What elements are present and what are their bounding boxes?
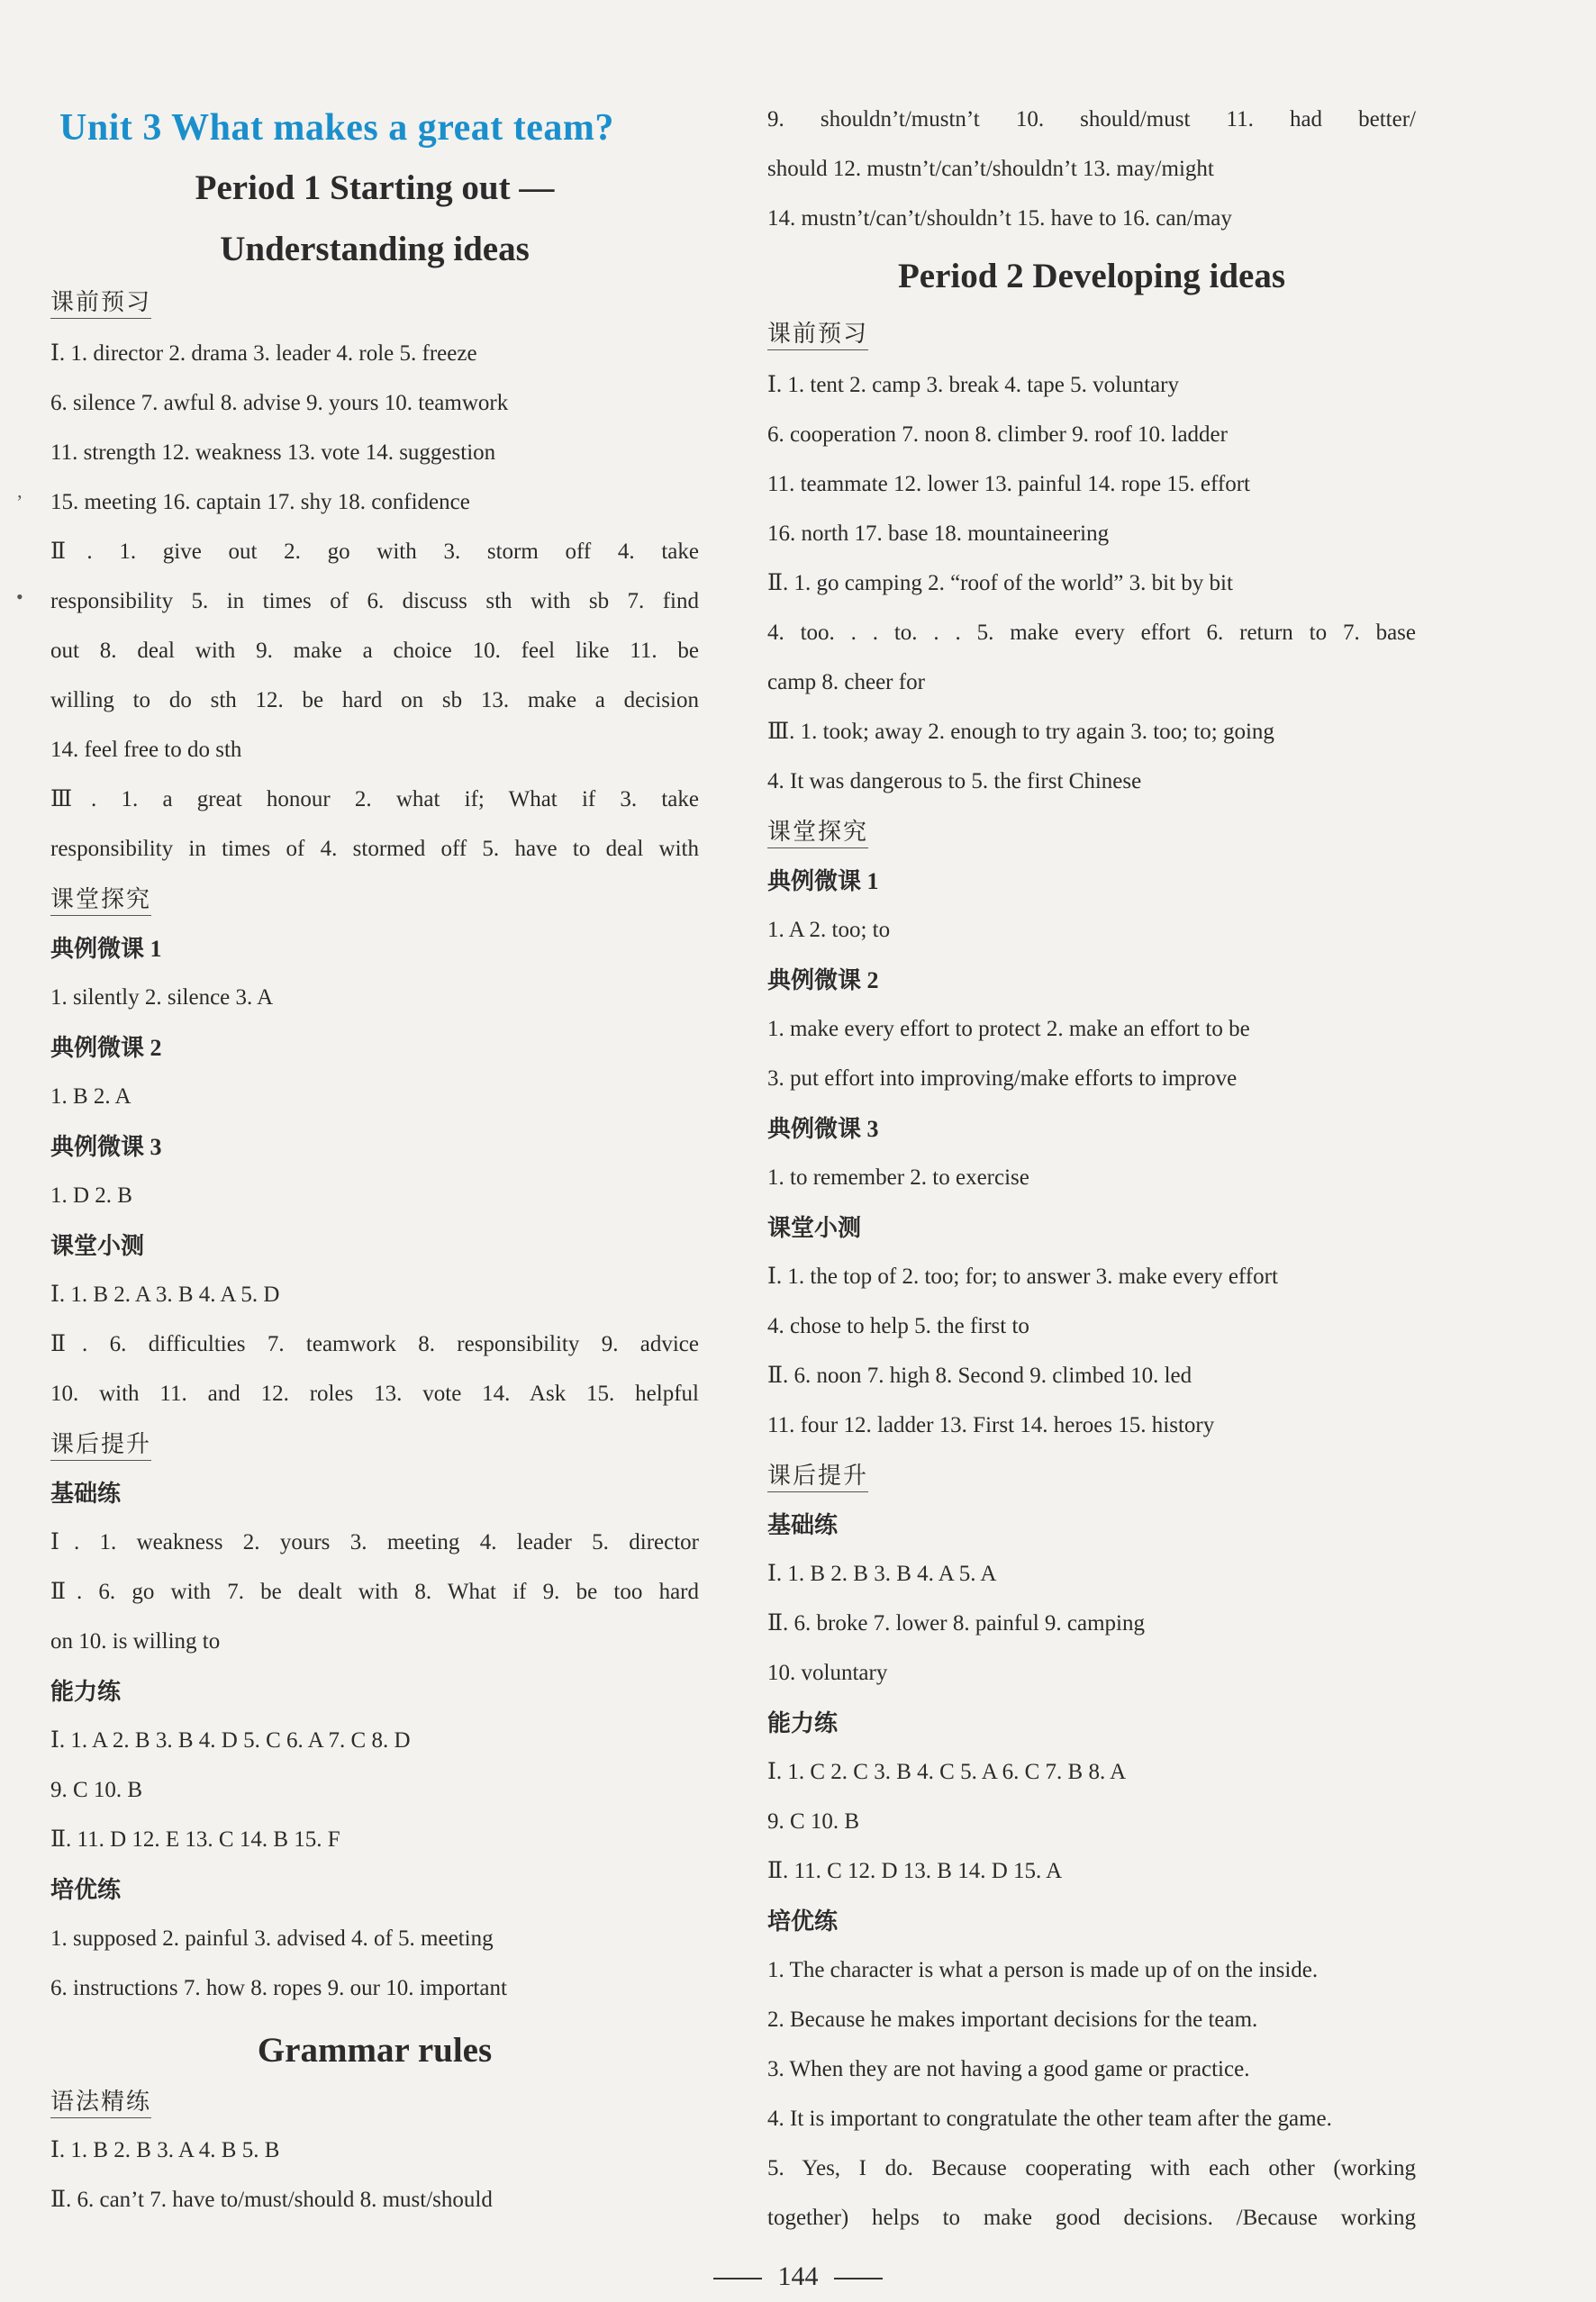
answer-line: 2. Because he makes important decisions for the team. (767, 2007, 1258, 2032)
answer-line: 6. silence 7. awful 8. advise 9. yours 10. teamwork (50, 391, 509, 415)
answer-line: Ⅰ. 1. the top of 2. too; for; to answer 3. make every effort (767, 1264, 1278, 1289)
subsection-heading: 能力练 (50, 1679, 122, 1705)
subsection-heading: 培优练 (50, 1877, 122, 1903)
answer-line: 5. Yes, I do. Because cooperating with each other (working (767, 2156, 1416, 2180)
answer-line: Ⅱ. 6. difficulties 7. teamwork 8. responsibility 9. advice (50, 1332, 699, 1356)
page-number-value: 144 (777, 2261, 819, 2291)
answer-line: Ⅲ. 1. a great honour 2. what if; What if 3. take (50, 787, 699, 811)
answer-line: Ⅱ. 6. go with 7. be dealt with 8. What if 9. be too hard (50, 1580, 699, 1604)
answer-line: 9. C 10. B (50, 1778, 143, 1802)
subsection-heading: 基础练 (767, 1512, 839, 1538)
answer-line: 11. teammate 12. lower 13. painful 14. rope 15. effort (767, 472, 1250, 496)
answer-line: 16. north 17. base 18. mountaineering (767, 521, 1110, 546)
answer-line: Ⅱ. 6. can’t 7. have to/must/should 8. must/should (50, 2188, 493, 2212)
period-1-title-line2: Understanding ideas (220, 230, 530, 268)
grammar-rules-title: Grammar rules (257, 2031, 493, 2070)
section-heading: 课后提升 (767, 1462, 868, 1492)
section-heading: 课前预习 (767, 320, 868, 350)
answer-line: 11. strength 12. weakness 13. vote 14. suggestion (50, 440, 496, 465)
answer-line: 9. shouldn’t/mustn’t 10. should/must 11. had better/ (767, 107, 1416, 131)
subsection-heading: 典例微课 2 (767, 967, 879, 993)
answer-line: Ⅱ. 6. noon 7. high 8. Second 9. climbed 10. led (767, 1364, 1192, 1388)
answer-line: 14. feel free to do sth (50, 738, 242, 762)
answer-line: 6. instructions 7. how 8. ropes 9. our 10. important (50, 1976, 507, 2000)
answer-line: 11. four 12. ladder 13. First 14. heroes 15. history (767, 1413, 1215, 1437)
answer-line: Ⅰ. 1. weakness 2. yours 3. meeting 4. leader 5. director (50, 1530, 699, 1554)
answer-line: Ⅱ. 6. broke 7. lower 8. painful 9. camping (767, 1611, 1145, 1636)
subsection-heading: 典例微课 2 (50, 1035, 162, 1061)
answer-line: together) helps to make good decisions. /Because working (767, 2206, 1416, 2230)
answer-line: 10. with 11. and 12. roles 13. vote 14. Ask 15. helpful (50, 1382, 699, 1406)
answer-line: responsibility in times of 4. stormed off 5. have to deal with (50, 837, 699, 861)
answer-line: 4. too. . . to. . . 5. make every effort 6. return to 7. base (767, 621, 1416, 645)
period-1-title-line1: Period 1 Starting out — (195, 168, 555, 207)
answer-line: Ⅲ. 1. took; away 2. enough to try again 3. too; to; going (767, 720, 1274, 744)
answer-line: Ⅰ. 1. B 2. B 3. A 4. B 5. B (50, 2138, 280, 2162)
subsection-heading: 典例微课 1 (767, 868, 879, 894)
section-heading: 课堂探究 (50, 885, 151, 916)
answer-line: should 12. mustn’t/can’t/shouldn’t 13. may/might (767, 157, 1214, 181)
answer-line: camp 8. cheer for (767, 670, 925, 694)
answer-line: Ⅱ. 1. go camping 2. “roof of the world” 3. bit by bit (767, 571, 1233, 595)
answer-line: 1. silently 2. silence 3. A (50, 985, 274, 1010)
answer-line: Ⅰ. 1. A 2. B 3. B 4. D 5. C 6. A 7. C 8. D (50, 1728, 411, 1753)
page-number-dash-left (713, 2278, 762, 2279)
answer-line: Ⅰ. 1. B 2. B 3. B 4. A 5. A (767, 1562, 997, 1586)
page-number (0, 2261, 1596, 2293)
answer-line: 4. It is important to congratulate the other team after the game. (767, 2107, 1332, 2131)
answer-line: responsibility 5. in times of 6. discuss sth with sb 7. find (50, 589, 699, 613)
answer-line: out 8. deal with 9. make a choice 10. feel like 11. be (50, 639, 699, 663)
subsection-heading: 培优练 (767, 1908, 839, 1935)
answer-line: Ⅰ. 1. B 2. A 3. B 4. A 5. D (50, 1282, 280, 1307)
subsection-heading: 典例微课 1 (50, 936, 162, 962)
answer-line: 3. put effort into improving/make efforts to improve (767, 1066, 1238, 1091)
answer-line: Ⅱ. 11. C 12. D 13. B 14. D 15. A (767, 1859, 1063, 1883)
subsection-heading: 课堂小测 (50, 1233, 145, 1259)
answer-line: 1. The character is what a person is made up of on the inside. (767, 1958, 1319, 1982)
section-heading: 课堂探究 (767, 818, 868, 848)
answer-line: 1. supposed 2. painful 3. advised 4. of 5. meeting (50, 1926, 494, 1951)
answer-line: Ⅱ. 11. D 12. E 13. C 14. B 15. F (50, 1827, 340, 1852)
answer-line: 15. meeting 16. captain 17. shy 18. confidence (50, 490, 470, 514)
page-number-dash-right (834, 2278, 883, 2279)
answer-line: 1. A 2. too; to (767, 918, 891, 942)
answer-line: Ⅱ. 1. give out 2. go with 3. storm off 4. take (50, 539, 699, 564)
answer-line: on 10. is willing to (50, 1629, 221, 1654)
answer-line: 3. When they are not having a good game or practice. (767, 2057, 1250, 2081)
answer-line: 1. make every effort to protect 2. make an effort to be (767, 1017, 1250, 1041)
answer-line: 14. mustn’t/can’t/shouldn’t 15. have to 16. can/may (767, 206, 1232, 231)
subsection-heading: 基础练 (50, 1481, 122, 1507)
answer-line: 1. to remember 2. to exercise (767, 1165, 1029, 1190)
margin-mark: ʼ (16, 491, 23, 513)
unit-title: Unit 3 What makes a great team? (59, 107, 614, 149)
answer-line: Ⅰ. 1. director 2. drama 3. leader 4. role 5. freeze (50, 341, 477, 366)
section-heading: 课前预习 (50, 288, 151, 319)
answer-line: 6. cooperation 7. noon 8. climber 9. roof 10. ladder (767, 422, 1228, 447)
subsection-heading: 典例微课 3 (767, 1116, 879, 1142)
answer-line: Ⅰ. 1. tent 2. camp 3. break 4. tape 5. voluntary (767, 373, 1179, 397)
period-2-title: Period 2 Developing ideas (897, 257, 1286, 295)
subsection-heading: 课堂小测 (767, 1215, 862, 1241)
answer-line: 10. voluntary (767, 1661, 888, 1685)
answer-line: willing to do sth 12. be hard on sb 13. make a decision (50, 688, 699, 712)
answer-line: 4. chose to help 5. the first to (767, 1314, 1029, 1338)
answer-line: Ⅰ. 1. C 2. C 3. B 4. C 5. A 6. C 7. B 8. A (767, 1760, 1127, 1784)
answer-line: 9. C 10. B (767, 1809, 860, 1834)
answer-line: 1. D 2. B (50, 1183, 132, 1208)
subsection-heading: 典例微课 3 (50, 1134, 162, 1160)
answer-line: 1. B 2. A (50, 1084, 131, 1109)
margin-mark: • (16, 585, 23, 608)
section-heading: 课后提升 (50, 1430, 151, 1461)
answer-line: 4. It was dangerous to 5. the first Chinese (767, 769, 1142, 793)
subsection-heading: 能力练 (767, 1710, 839, 1736)
section-heading: 语法精练 (50, 2088, 151, 2118)
